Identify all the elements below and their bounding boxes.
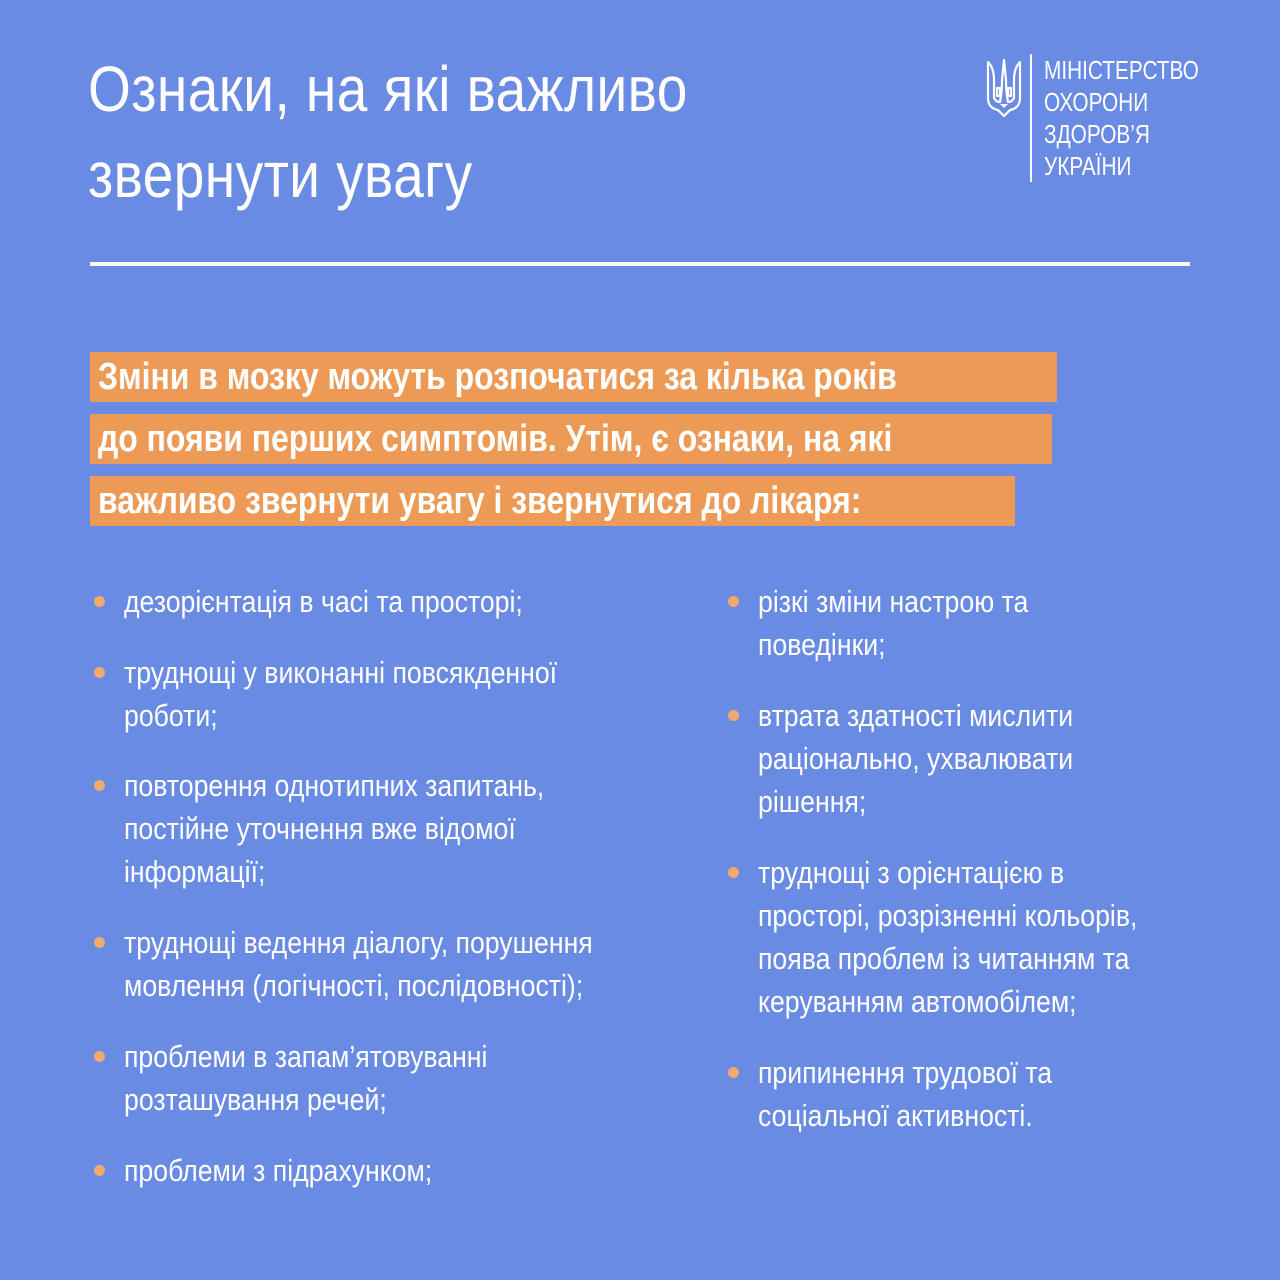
list-item-text: труднощі з орієнтацією в просторі, розрізненні кольорів, поява проблем із читанням та керуванням автомобілем; [758,855,1138,1019]
page-title [88,46,793,218]
bullet-dot [94,1051,105,1062]
list-item [90,651,690,737]
intro-highlight [90,352,1090,538]
list-item-text: припинення трудової та соціальної активності. [758,1055,1053,1133]
ministry-logo [986,54,1206,184]
list-item [724,694,1244,823]
intro-line: важливо звернути увагу і звернутися до лікаря: [90,476,1015,526]
list-item [90,764,690,893]
list-item [724,851,1244,1023]
bullet-dot [94,780,105,791]
list-item-text: дезорієнтація в часі та просторі; [124,584,523,619]
list-item [90,921,690,1007]
intro-line: Зміни в мозку можуть розпочатися за кілька років [90,352,1057,402]
logo-line-1: МІНІСТЕРСТВО [1044,55,1199,85]
title-line-2: звернути увагу [88,139,473,211]
logo-line-3: ЗДОРОВ’Я [1044,119,1150,149]
list-item-text: повторення однотипних запитань, постійне уточнення вже відомої інформації; [124,768,545,889]
list-item [724,1051,1244,1137]
list-item-text: проблеми в запам’ятовуванні розташування речей; [124,1039,488,1117]
logo-line-4: УКРАЇНИ [1044,151,1132,181]
list-item [90,580,690,623]
bullet-dot [94,1165,105,1176]
list-item [90,1035,690,1121]
list-item-text: втрата здатності мислити раціонально, ухвалювати рішення; [758,698,1074,819]
title-line-1: Ознаки, на які важливо [88,53,688,125]
list-item [724,580,1244,666]
list-item [90,1149,690,1192]
trident-icon [986,58,1022,118]
bullet-dot [94,667,105,678]
left-symptom-list [90,580,690,1192]
bullet-dot [94,596,105,607]
list-item-text: труднощі ведення діалогу, порушення мовлення (логічності, послідовності); [124,925,593,1003]
intro-line: до появи перших симптомів. Утім, є ознаки, на які [90,414,1052,464]
logo-line-2: ОХОРОНИ [1044,87,1149,117]
logo-text [1044,54,1199,182]
list-item-text: проблеми з підрахунком; [124,1153,433,1188]
bullet-dot [728,1067,739,1078]
header-divider [90,262,1190,266]
list-item-text: різкі зміни настрою та поведінки; [758,584,1029,662]
logo-divider [1030,54,1032,182]
bullet-dot [728,867,739,878]
bullet-dot [728,596,739,607]
right-symptom-list [724,580,1244,1137]
bullet-dot [728,710,739,721]
list-item-text: труднощі у виконанні повсякденної роботи; [124,655,558,733]
bullet-dot [94,937,105,948]
